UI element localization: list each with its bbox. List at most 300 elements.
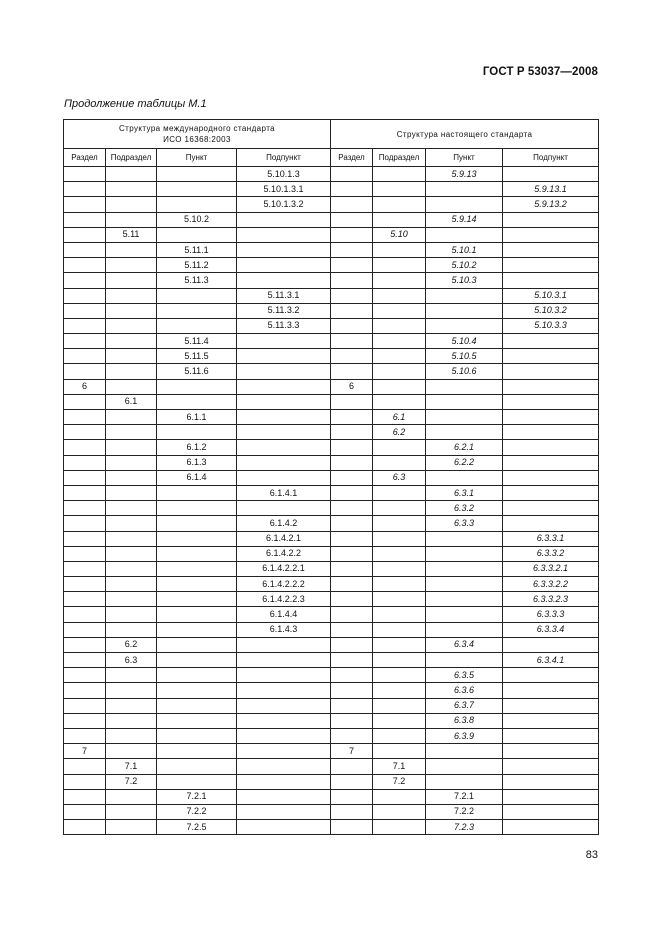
table-cell xyxy=(331,425,373,440)
table-cell xyxy=(331,607,373,622)
table-cell: 6.1.4.2.2.2 xyxy=(237,577,331,592)
table-cell: 6.2 xyxy=(373,425,426,440)
left-group-header xyxy=(64,120,331,149)
table-cell xyxy=(331,759,373,774)
table-cell xyxy=(106,379,157,394)
table-cell xyxy=(426,607,503,622)
table-cell xyxy=(106,470,157,485)
correspondence-table xyxy=(63,119,599,835)
table-cell xyxy=(503,759,599,774)
table-row xyxy=(64,455,599,470)
table-cell xyxy=(426,379,503,394)
table-cell xyxy=(64,561,106,576)
table-cell xyxy=(157,394,237,409)
table-cell xyxy=(64,470,106,485)
table-cell xyxy=(157,303,237,318)
table-body xyxy=(64,167,599,835)
table-cell: 6.3.5 xyxy=(426,668,503,683)
table-cell: 5.10.3.1 xyxy=(503,288,599,303)
table-cell xyxy=(503,713,599,728)
table-cell xyxy=(157,516,237,531)
table-cell: 6.3.3 xyxy=(426,516,503,531)
table-cell: 5.11.2 xyxy=(157,258,237,273)
table-cell xyxy=(64,637,106,652)
table-cell xyxy=(373,820,426,835)
table-cell xyxy=(106,622,157,637)
column-header: Подраздел xyxy=(373,149,426,167)
table-cell xyxy=(331,728,373,743)
table-cell xyxy=(426,774,503,789)
table-cell xyxy=(106,698,157,713)
table-cell: 7.1 xyxy=(106,759,157,774)
table-cell xyxy=(373,637,426,652)
table-cell xyxy=(64,607,106,622)
table-cell xyxy=(426,592,503,607)
table-cell xyxy=(157,197,237,212)
left-group-title: Структура международного стандарта xyxy=(118,124,276,133)
table-cell xyxy=(64,318,106,333)
table-cell xyxy=(64,273,106,288)
table-cell: 5.10.3.2 xyxy=(503,303,599,318)
column-header: Подраздел xyxy=(106,149,157,167)
table-cell xyxy=(106,318,157,333)
table-cell xyxy=(373,653,426,668)
table-cell xyxy=(64,759,106,774)
table-row xyxy=(64,516,599,531)
table-cell xyxy=(237,425,331,440)
table-cell xyxy=(237,212,331,227)
table-cell xyxy=(373,273,426,288)
table-cell: 6 xyxy=(331,379,373,394)
table-cell: 5.11.1 xyxy=(157,242,237,257)
table-cell xyxy=(106,197,157,212)
column-header: Подпункт xyxy=(503,149,599,167)
table-cell: 5.9.13 xyxy=(426,167,503,182)
table-cell xyxy=(237,410,331,425)
table-cell xyxy=(331,258,373,273)
table-cell xyxy=(237,759,331,774)
table-cell xyxy=(237,668,331,683)
table-cell xyxy=(106,546,157,561)
table-cell xyxy=(503,167,599,182)
table-row xyxy=(64,653,599,668)
table-row xyxy=(64,804,599,819)
table-cell xyxy=(106,713,157,728)
table-cell xyxy=(373,485,426,500)
table-cell: 7.2 xyxy=(106,774,157,789)
table-cell xyxy=(106,273,157,288)
table-cell xyxy=(331,410,373,425)
table-cell xyxy=(426,546,503,561)
table-cell xyxy=(106,288,157,303)
table-row xyxy=(64,379,599,394)
table-cell xyxy=(157,653,237,668)
table-cell xyxy=(373,577,426,592)
table-cell xyxy=(331,485,373,500)
table-cell: 5.9.13.2 xyxy=(503,197,599,212)
table-cell: 6.3.8 xyxy=(426,713,503,728)
table-cell xyxy=(503,242,599,257)
table-cell: 5.9.14 xyxy=(426,212,503,227)
table-cell: 6.3.4.1 xyxy=(503,653,599,668)
table-cell xyxy=(503,349,599,364)
table-cell xyxy=(106,364,157,379)
table-cell: 6.1.4.2 xyxy=(237,516,331,531)
table-cell xyxy=(106,683,157,698)
table-cell xyxy=(503,410,599,425)
table-row xyxy=(64,273,599,288)
standard-code-header: ГОСТ Р 53037—2008 xyxy=(482,66,598,78)
table-cell: 5.10.3.3 xyxy=(503,318,599,333)
column-header: Раздел xyxy=(331,149,373,167)
table-row xyxy=(64,637,599,652)
table-cell xyxy=(331,561,373,576)
table-cell: 5.11.3.2 xyxy=(237,303,331,318)
table-cell xyxy=(106,425,157,440)
table-cell xyxy=(331,182,373,197)
table-cell xyxy=(503,485,599,500)
table-cell xyxy=(157,637,237,652)
table-cell xyxy=(373,789,426,804)
table-cell xyxy=(64,713,106,728)
table-cell xyxy=(157,167,237,182)
table-cell: 6.1.1 xyxy=(157,410,237,425)
table-cell xyxy=(503,364,599,379)
table-cell xyxy=(106,789,157,804)
table-cell: 7.2.2 xyxy=(426,804,503,819)
table-cell xyxy=(237,364,331,379)
table-cell: 5.11 xyxy=(106,227,157,242)
table-cell: 5.10.1.3.2 xyxy=(237,197,331,212)
table-row xyxy=(64,394,599,409)
table-cell xyxy=(373,622,426,637)
table-row xyxy=(64,364,599,379)
table-cell xyxy=(331,349,373,364)
table-row xyxy=(64,303,599,318)
left-group-subtitle: ИСО 16368:2003 xyxy=(163,135,231,144)
table-row xyxy=(64,288,599,303)
table-row xyxy=(64,592,599,607)
table-cell: 5.9.13.1 xyxy=(503,182,599,197)
table-cell xyxy=(426,318,503,333)
table-cell xyxy=(503,394,599,409)
table-cell xyxy=(426,744,503,759)
table-cell xyxy=(331,242,373,257)
table-cell xyxy=(426,227,503,242)
table-cell xyxy=(64,242,106,257)
table-cell xyxy=(157,577,237,592)
table-cell xyxy=(237,455,331,470)
table-cell: 6.1.4.2.1 xyxy=(237,531,331,546)
table-cell xyxy=(237,227,331,242)
table-cell xyxy=(331,516,373,531)
table-cell xyxy=(157,546,237,561)
table-cell xyxy=(64,212,106,227)
table-cell xyxy=(64,425,106,440)
table-cell: 6.3.7 xyxy=(426,698,503,713)
table-row xyxy=(64,501,599,516)
table-cell xyxy=(426,653,503,668)
table-cell: 5.10.1 xyxy=(426,242,503,257)
table-cell: 6.1.4 xyxy=(157,470,237,485)
table-cell: 6.2.2 xyxy=(426,455,503,470)
table-cell xyxy=(331,440,373,455)
table-cell xyxy=(503,774,599,789)
table-cell xyxy=(331,394,373,409)
table-cell xyxy=(237,744,331,759)
table-cell xyxy=(157,607,237,622)
table-cell: 6.3.3.2.2 xyxy=(503,577,599,592)
table-cell xyxy=(331,789,373,804)
table-cell xyxy=(64,364,106,379)
table-cell xyxy=(237,349,331,364)
table-cell xyxy=(106,485,157,500)
table-cell xyxy=(106,303,157,318)
table-cell xyxy=(106,607,157,622)
table-cell: 6.1.3 xyxy=(157,455,237,470)
table-cell: 7.2 xyxy=(373,774,426,789)
table-row xyxy=(64,698,599,713)
table-cell: 6.3 xyxy=(106,653,157,668)
table-cell xyxy=(331,653,373,668)
table-cell xyxy=(106,167,157,182)
table-row xyxy=(64,167,599,182)
table-cell: 5.10.6 xyxy=(426,364,503,379)
table-cell xyxy=(331,820,373,835)
table-cell xyxy=(503,728,599,743)
table-cell xyxy=(373,744,426,759)
table-cell xyxy=(373,303,426,318)
table-cell xyxy=(64,440,106,455)
table-cell: 6.1.4.2.2.1 xyxy=(237,561,331,576)
table-cell xyxy=(64,804,106,819)
table-cell xyxy=(373,531,426,546)
table-cell: 7.2.1 xyxy=(426,789,503,804)
table-cell xyxy=(157,425,237,440)
table-cell xyxy=(64,683,106,698)
table-cell xyxy=(331,622,373,637)
table-cell xyxy=(106,455,157,470)
table-cell xyxy=(331,288,373,303)
table-cell xyxy=(106,728,157,743)
table-cell xyxy=(373,455,426,470)
table-cell: 6.3.6 xyxy=(426,683,503,698)
table-cell xyxy=(426,622,503,637)
column-header: Подпункт xyxy=(237,149,331,167)
table-cell xyxy=(426,182,503,197)
table-cell xyxy=(331,455,373,470)
table-cell xyxy=(373,258,426,273)
table-cell xyxy=(106,668,157,683)
table-cell xyxy=(157,698,237,713)
table-row xyxy=(64,546,599,561)
table-cell xyxy=(331,273,373,288)
table-cell xyxy=(373,318,426,333)
table-cell xyxy=(237,728,331,743)
table-row xyxy=(64,197,599,212)
table-cell xyxy=(106,561,157,576)
table-cell: 5.10.3 xyxy=(426,273,503,288)
table-cell xyxy=(331,334,373,349)
table-cell xyxy=(503,470,599,485)
table-cell: 6.1.2 xyxy=(157,440,237,455)
table-row xyxy=(64,470,599,485)
table-cell: 5.10.5 xyxy=(426,349,503,364)
table-cell xyxy=(373,167,426,182)
table-cell xyxy=(331,668,373,683)
table-cell xyxy=(373,804,426,819)
table-cell xyxy=(237,653,331,668)
table-cell xyxy=(64,455,106,470)
table-cell: 6.3.3.2.1 xyxy=(503,561,599,576)
table-cell xyxy=(503,820,599,835)
table-cell xyxy=(64,334,106,349)
table-cell: 5.10.2 xyxy=(426,258,503,273)
table-cell: 5.11.6 xyxy=(157,364,237,379)
table-row xyxy=(64,349,599,364)
table-cell: 6.2.1 xyxy=(426,440,503,455)
table-cell xyxy=(331,577,373,592)
table-cell: 6.3.2 xyxy=(426,501,503,516)
table-cell: 6.1.4.2.2.3 xyxy=(237,592,331,607)
table-cell: 5.10.1.3 xyxy=(237,167,331,182)
table-cell xyxy=(64,668,106,683)
table-cell xyxy=(503,683,599,698)
table-cell xyxy=(106,242,157,257)
table-cell xyxy=(331,804,373,819)
table-cell xyxy=(426,288,503,303)
table-row xyxy=(64,440,599,455)
table-cell xyxy=(237,637,331,652)
table-cell xyxy=(157,182,237,197)
table-cell xyxy=(373,546,426,561)
table-cell xyxy=(331,592,373,607)
table-cell xyxy=(64,653,106,668)
table-cell xyxy=(157,485,237,500)
table-cell: 7.2.2 xyxy=(157,804,237,819)
table-cell xyxy=(373,440,426,455)
table-cell xyxy=(237,242,331,257)
table-cell: 5.10.1.3.1 xyxy=(237,182,331,197)
table-row xyxy=(64,759,599,774)
table-cell xyxy=(503,258,599,273)
table-cell xyxy=(106,531,157,546)
table-cell xyxy=(426,470,503,485)
table-cell xyxy=(331,303,373,318)
table-cell xyxy=(237,394,331,409)
table-cell: 7 xyxy=(331,744,373,759)
table-cell: 6.1.4.3 xyxy=(237,622,331,637)
table-cell xyxy=(373,242,426,257)
table-row xyxy=(64,212,599,227)
table-cell xyxy=(426,303,503,318)
table-cell xyxy=(157,744,237,759)
table-row xyxy=(64,713,599,728)
table-cell xyxy=(106,804,157,819)
table-cell xyxy=(503,212,599,227)
table-cell xyxy=(64,577,106,592)
table-cell xyxy=(503,804,599,819)
table-cell xyxy=(157,227,237,242)
table-cell xyxy=(64,197,106,212)
table-cell xyxy=(331,501,373,516)
table-row xyxy=(64,258,599,273)
table-cell xyxy=(106,182,157,197)
table-cell xyxy=(64,516,106,531)
table-cell: 5.10 xyxy=(373,227,426,242)
table-cell: 5.11.3.3 xyxy=(237,318,331,333)
table-cell xyxy=(503,379,599,394)
table-cell xyxy=(373,182,426,197)
table-row xyxy=(64,334,599,349)
table-cell xyxy=(373,713,426,728)
table-cell xyxy=(426,425,503,440)
table-cell xyxy=(237,774,331,789)
table-cell xyxy=(503,440,599,455)
table-cell xyxy=(237,789,331,804)
table-cell xyxy=(503,516,599,531)
table-cell: 6.1.4.2.2 xyxy=(237,546,331,561)
table-cell: 6.3.3.3 xyxy=(503,607,599,622)
table-row xyxy=(64,227,599,242)
page-number: 83 xyxy=(585,849,598,861)
table-row xyxy=(64,683,599,698)
table-cell xyxy=(157,592,237,607)
table-cell: 6.2 xyxy=(106,637,157,652)
table-row xyxy=(64,242,599,257)
table-cell: 5.10.4 xyxy=(426,334,503,349)
table-row xyxy=(64,668,599,683)
table-cell xyxy=(503,273,599,288)
table-cell xyxy=(373,394,426,409)
table-cell xyxy=(157,501,237,516)
table-cell: 7.2.5 xyxy=(157,820,237,835)
table-cell xyxy=(64,303,106,318)
table-cell xyxy=(157,318,237,333)
table-row xyxy=(64,789,599,804)
column-header: Пункт xyxy=(157,149,237,167)
table-cell xyxy=(237,713,331,728)
table-cell: 6 xyxy=(64,379,106,394)
table-row xyxy=(64,182,599,197)
table-cell: 6.3.3.2 xyxy=(503,546,599,561)
table-cell xyxy=(331,546,373,561)
table-cell xyxy=(106,820,157,835)
table-cell xyxy=(426,394,503,409)
table-cell xyxy=(64,501,106,516)
table-cell: 6.3.3.2.3 xyxy=(503,592,599,607)
table-cell xyxy=(157,622,237,637)
table-cell xyxy=(373,592,426,607)
table-cell xyxy=(373,698,426,713)
table-cell xyxy=(503,789,599,804)
table-cell xyxy=(331,318,373,333)
table-row xyxy=(64,728,599,743)
table-cell xyxy=(237,683,331,698)
table-cell xyxy=(331,197,373,212)
table-cell xyxy=(237,334,331,349)
table-cell xyxy=(64,622,106,637)
table-cell: 7.2.3 xyxy=(426,820,503,835)
table-cell xyxy=(106,516,157,531)
table-cell xyxy=(331,212,373,227)
table-cell: 5.10.2 xyxy=(157,212,237,227)
table-cell xyxy=(426,561,503,576)
table-cell xyxy=(64,531,106,546)
table-cell xyxy=(331,167,373,182)
table-cell xyxy=(106,501,157,516)
table-row xyxy=(64,561,599,576)
